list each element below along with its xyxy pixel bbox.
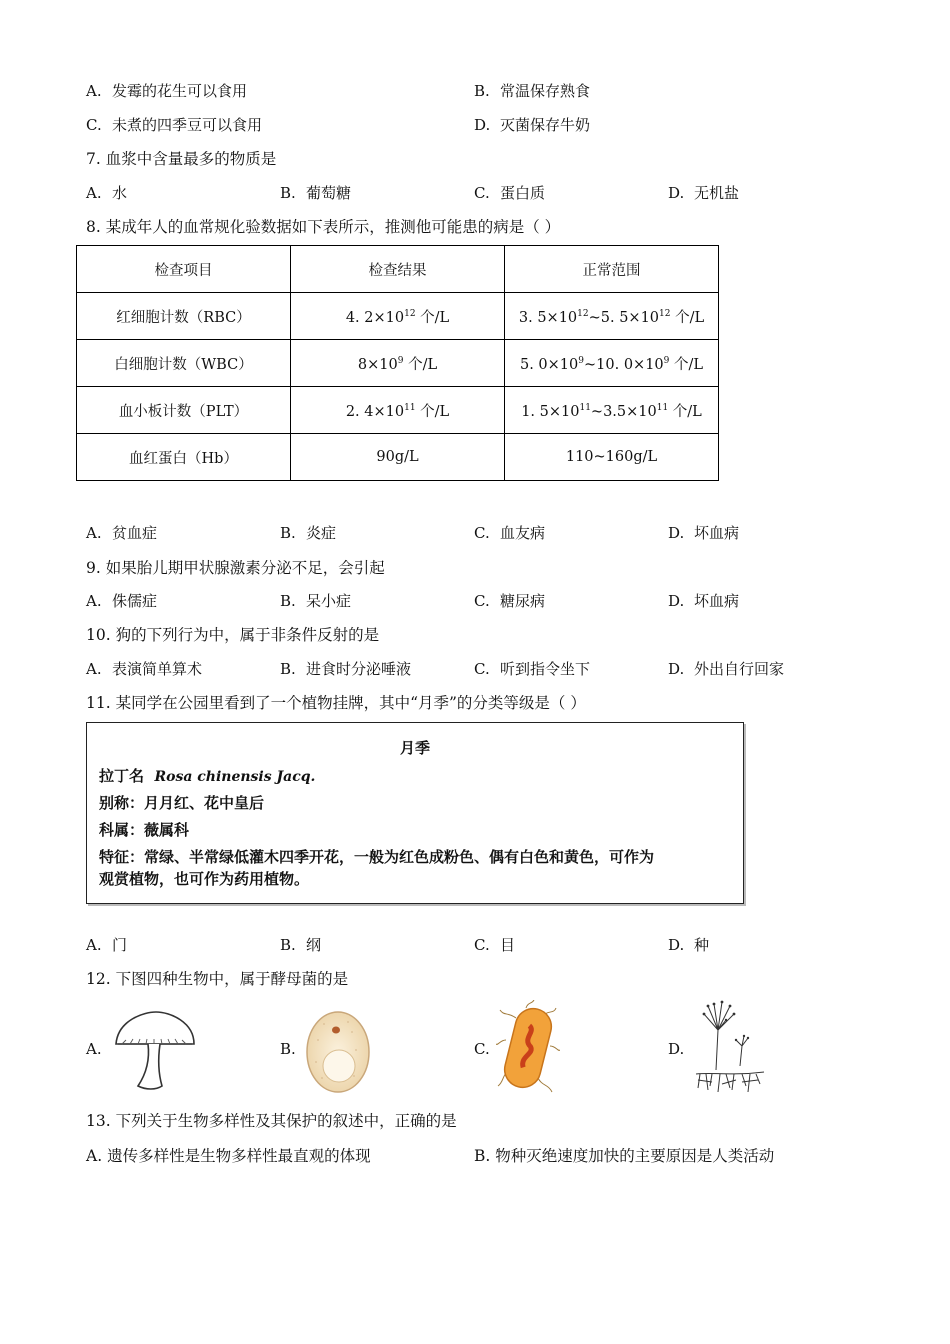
- q8-option-d[interactable]: D. 坏血病: [668, 524, 740, 542]
- q11-stem: 11. 某同学在公园里看到了一个植物挂牌，其中“月季”的分类等级是（ ）: [86, 694, 586, 712]
- plate-family: 科属：薇属科: [99, 821, 190, 839]
- plate-title: 月季: [399, 739, 430, 757]
- table-cell-item: 血小板计数（PLT）: [77, 387, 291, 434]
- q8-option-c[interactable]: C. 血友病: [474, 524, 546, 542]
- q12-stem: 12. 下图四种生物中，属于酵母菌的是: [86, 970, 349, 988]
- mushroom-icon[interactable]: [112, 1010, 198, 1092]
- q11-option-a[interactable]: A. 门: [86, 936, 128, 954]
- table-header: 检查项目: [77, 246, 291, 293]
- table-row: [77, 387, 719, 434]
- table-row: [77, 434, 719, 481]
- q12-option-d-label[interactable]: D.: [668, 1040, 685, 1058]
- q13-option-b[interactable]: B. 物种灭绝速度加快的主要原因是人类活动: [474, 1147, 775, 1165]
- q10-option-c[interactable]: C. 听到指令坐下: [474, 660, 591, 678]
- bacterium-icon[interactable]: [496, 1000, 560, 1094]
- q8-option-b[interactable]: B. 炎症: [280, 524, 337, 542]
- q12-option-c-label[interactable]: C.: [474, 1040, 490, 1058]
- q7-option-b[interactable]: B. 葡萄糖: [280, 184, 352, 202]
- q9-option-a[interactable]: A. 侏儒症: [86, 592, 158, 610]
- table-cell-range: 110~160g/L: [505, 434, 719, 481]
- q10-option-b[interactable]: B. 进食时分泌唾液: [280, 660, 412, 678]
- q10-stem: 10. 狗的下列行为中，属于非条件反射的是: [86, 626, 380, 644]
- plant-label-plate: [86, 722, 744, 904]
- table-cell-range: 1. $5\times 10^{11}\sim 3.5\times 10^{11}$ 个/L: [505, 387, 719, 434]
- q8-stem: 8. 某成年人的血常规化验数据如下表所示，推测他可能患的病是（ ）: [86, 218, 561, 236]
- q10-option-a[interactable]: A. 表演简单算术: [86, 660, 203, 678]
- q6-option-b[interactable]: B. 常温保存熟食: [474, 82, 591, 100]
- mold-icon[interactable]: [692, 996, 768, 1094]
- yeast-cell-icon[interactable]: [304, 1010, 372, 1094]
- q9-stem: 9. 如果胎儿期甲状腺激素分泌不足，会引起: [86, 559, 385, 577]
- q7-stem: 7. 血浆中含量最多的物质是: [86, 150, 277, 168]
- q6-option-a[interactable]: A. 发霉的花生可以食用: [86, 82, 248, 100]
- table-header: 检查结果: [291, 246, 505, 293]
- q9-option-c[interactable]: C. 糖尿病: [474, 592, 546, 610]
- q7-option-d[interactable]: D. 无机盐: [668, 184, 740, 202]
- q12-option-a-label[interactable]: A.: [86, 1040, 102, 1058]
- table-cell-item: 红细胞计数（RBC）: [77, 293, 291, 340]
- table-cell-range: 3. $5\times 10^{12}\sim 5$. $5\times 10^{12}$ 个/L: [505, 293, 719, 340]
- table-cell-result: $8\times 10^9$ 个/L: [291, 340, 505, 387]
- q9-option-b[interactable]: B. 呆小症: [280, 592, 352, 610]
- table-cell-result: 2. $4\times 10^{11}$ 个/L: [291, 387, 505, 434]
- q6-option-c[interactable]: C. 未煮的四季豆可以食用: [86, 116, 263, 134]
- table-header-row: [77, 246, 719, 293]
- q11-option-b[interactable]: B. 纲: [280, 936, 322, 954]
- q8-option-a[interactable]: A. 贫血症: [86, 524, 158, 542]
- table-cell-item: 白细胞计数（WBC）: [77, 340, 291, 387]
- table-cell-result: 90g/L: [291, 434, 505, 481]
- q6-option-d[interactable]: D. 灭菌保存牛奶: [474, 116, 591, 134]
- table-row: [77, 293, 719, 340]
- table-cell-item: 血红蛋白（Hb）: [77, 434, 291, 481]
- q9-option-d[interactable]: D. 坏血病: [668, 592, 740, 610]
- plate-feature-line1: 特征：常绿、半常绿低灌木四季开花，一般为红色成粉色、偶有白色和黄色，可作为: [99, 848, 655, 866]
- q11-option-d[interactable]: D. 种: [668, 936, 710, 954]
- q13-stem: 13. 下列关于生物多样性及其保护的叙述中，正确的是: [86, 1112, 457, 1130]
- q11-option-c[interactable]: C. 目: [474, 936, 516, 954]
- q7-option-a[interactable]: A. 水: [86, 184, 128, 202]
- table-cell-result: 4. $2\times 10^{12}$ 个/L: [291, 293, 505, 340]
- plate-alias: 别称：月月红、花中皇后: [99, 794, 265, 812]
- plate-latin-line: 拉丁名 Rosa chinensis Jacq.: [99, 767, 316, 785]
- table-row: [77, 340, 719, 387]
- blood-test-table: [76, 245, 719, 481]
- q12-option-b-label[interactable]: B.: [280, 1040, 296, 1058]
- plate-feature-line2: 观赏植物，也可作为药用植物。: [99, 870, 310, 888]
- q13-option-a[interactable]: A. 遗传多样性是生物多样性最直观的体现: [86, 1147, 371, 1165]
- q10-option-d[interactable]: D. 外出自行回家: [668, 660, 785, 678]
- q7-option-c[interactable]: C. 蛋白质: [474, 184, 546, 202]
- table-header: 正常范围: [505, 246, 719, 293]
- table-cell-range: 5. $0\times 10^9\sim 10$. $0\times 10^9$ 个/L: [505, 340, 719, 387]
